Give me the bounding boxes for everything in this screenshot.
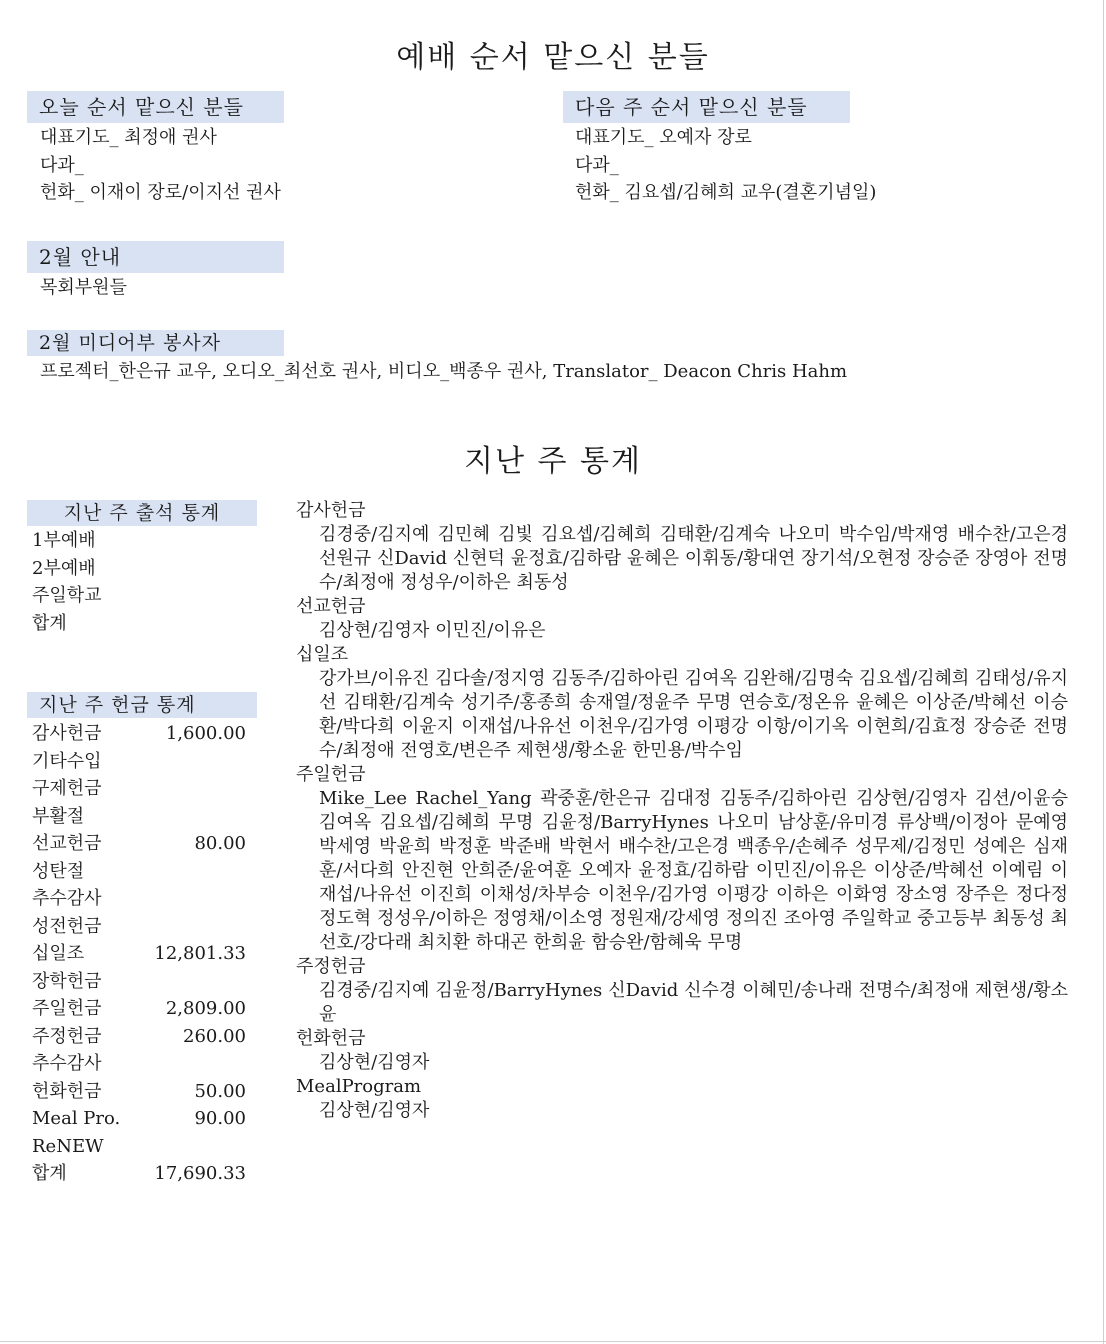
offering-category: 십일조 [296, 644, 349, 665]
offering-stat-row [32, 1105, 246, 1133]
attendance-row: 2부예배 [32, 557, 96, 579]
next-week-role-line: 헌화_ 김요셉/김혜희 교우(결혼기념일) [575, 182, 877, 203]
february-notice-header: 2월 안내 [27, 241, 284, 273]
offering-stat-row [32, 1023, 246, 1051]
offering-stat-label: 성전헌금 [32, 915, 102, 937]
offering-category: 헌화헌금 [296, 1028, 366, 1049]
offering-block [296, 955, 1068, 1027]
offering-stat-row [32, 940, 246, 968]
offering-stat-row [32, 1078, 246, 1106]
offering-category: 주일헌금 [296, 764, 366, 785]
offering-stat-row [32, 995, 246, 1023]
today-role-line: 대표기도_ 최정애 권사 [40, 127, 217, 148]
next-week-roles-list [575, 124, 876, 207]
offering-block [296, 643, 1068, 763]
offering-stat-label: 십일조 [32, 943, 85, 964]
next-week-roles-header: 다음 주 순서 맡으신 분들 [563, 91, 850, 123]
offering-stat-row [32, 885, 246, 913]
offering-donor-names: 김상현/김영자 [319, 1052, 430, 1073]
offering-category: 선교헌금 [296, 596, 366, 617]
attendance-row: 합계 [32, 612, 67, 634]
offering-stat-label: 주일헌금 [32, 998, 102, 1019]
media-volunteers-line: 프로젝터_한은규 교우, 오디오_최선호 권사, 비디오_백종우 권사, Translator_ Deacon Chris Hahm [40, 361, 848, 382]
offering-stat-label: ReNEW [32, 1135, 104, 1157]
offering-stat-row [32, 913, 246, 941]
offering-stat-label: 구제헌금 [32, 778, 102, 799]
offering-stat-amount: 260.00 [183, 1025, 246, 1047]
offering-block [296, 1075, 1068, 1123]
stats-title: 지난 주 통계 [464, 444, 642, 479]
offering-stat-label: 기타수입 [32, 750, 102, 772]
today-roles-list [40, 124, 281, 207]
offering-donor-names: 김경중/김지예 김민혜 김빛 김요셉/김혜희 김태환/김계숙 나오미 박수임/박재영 배수찬/고은경 선원규 신David 신현덕 윤정효/김하람 윤혜은 이휘동/황대연 장기석/오현정 장승준 장영아 전명수/최정애 정성우/이하은 최동성 [319, 524, 1068, 593]
offering-block [296, 1027, 1068, 1075]
offering-block [296, 595, 1068, 643]
february-notice-text [40, 274, 127, 302]
offering-stat-label: 합계 [32, 1163, 67, 1184]
offering-stat-amount: 90.00 [194, 1108, 246, 1129]
offering-stat-row [32, 1133, 246, 1161]
offering-stat-row [32, 1160, 246, 1188]
offering-stat-label: 부활절 [32, 805, 85, 827]
offering-donor-names: 강가브/이유진 김다솔/정지영 김동주/김하아린 김여옥 김완해/김명숙 김요셉/김혜희 김태성/유지선 김태환/김계숙 성기주/홍종희 송재열/정윤주 무명 연승호/정온유 윤혜은 이상준/박혜선 이승환/박다희 이윤지 이재섭/나유선 이천우/김가영 이평강 이항/이기옥 이현희/김효정 장승준 전명수/최정애 전영호/변은주 제현생/황소윤 한민용/박수임 [319, 668, 1068, 761]
offering-category: 감사헌금 [296, 500, 366, 521]
offering-category: 주정헌금 [296, 956, 366, 977]
offering-stats-header: 지난 주 헌금 통계 [27, 692, 257, 718]
offering-stat-amount: 80.00 [194, 833, 246, 854]
offering-stat-label: 추수감사 [32, 1053, 102, 1074]
offering-stat-label: 성탄절 [32, 860, 85, 882]
offering-stat-row [32, 1050, 246, 1078]
offering-stat-label: 헌화헌금 [32, 1080, 102, 1102]
offering-stat-row [32, 775, 246, 803]
offering-donor-names: 김경중/김지예 김윤정/BarryHynes 신David 신수경 이혜민/송나래 전명수/최정애 제현생/황소윤 [319, 980, 1068, 1025]
next-week-role-line: 대표기도_ 오예자 장로 [575, 127, 752, 148]
offering-stat-label: 선교헌금 [32, 833, 102, 854]
worship-roles-title: 예배 순서 맡으신 분들 [396, 40, 710, 75]
page-border [1103, 0, 1104, 1344]
next-week-role-line: 다과_ [575, 154, 619, 176]
offering-stat-label: 주정헌금 [32, 1025, 102, 1047]
offering-name-lists [296, 499, 1068, 1123]
today-role-line: 헌화_ 이재이 장로/이지선 권사 [40, 182, 281, 203]
media-volunteers-header: 2월 미디어부 봉사자 [27, 330, 284, 356]
offering-stat-amount: 17,690.33 [154, 1163, 246, 1184]
offering-stats-table [32, 720, 246, 1188]
offering-stat-label: Meal Pro. [32, 1108, 121, 1129]
attendance-row: 1부예배 [32, 530, 96, 551]
today-role-line: 다과_ [40, 154, 84, 176]
offering-donor-names: 김상현/김영자 이민진/이유은 [319, 620, 546, 641]
february-notice-line: 목회부원들 [40, 277, 127, 298]
offering-stat-row [32, 803, 246, 831]
today-roles-header: 오늘 순서 맡으신 분들 [27, 91, 284, 123]
offering-stat-row [32, 748, 246, 776]
offering-block [296, 499, 1068, 595]
offering-stat-label: 추수감사 [32, 888, 102, 909]
offering-stat-row [32, 968, 246, 996]
offering-stat-label: 장학헌금 [32, 970, 102, 992]
offering-stat-amount: 1,600.00 [165, 723, 246, 744]
attendance-stats-list [32, 527, 102, 637]
offering-stat-amount: 50.00 [194, 1080, 246, 1102]
offering-donor-names: Mike_Lee Rachel_Yang 곽중훈/한은규 김대정 김동주/김하아린 김상현/김영자 김션/이윤승 김여옥 김요셉/김혜희 무명 김윤정/BarryHynes 나오미 남상훈/유미경 류상백/이정아 문예영 박세영 박윤희 박정훈 박준배 박현서 배수찬/고은경 백종우/손혜주 성무제/김정민 성예은 심재훈/서다희 안진현 안희준/윤여훈 오예자 윤정효/김하람 이민진/이유은 이상준/박혜선 이예림 이재섭/나유선 이진희 이채성/차부승 이천우/김가영 이평강 이하은 이화영 장소영 장주은 정다정 정도혁 정성우/이하은 정영채/이소영 정원재/강세영 정의진 조아영 주일학교 중고등부 최동성 최선호/강다래 최치환 하대곤 한희윤 함승완/함혜욱 무명 [319, 788, 1068, 953]
offering-block [296, 763, 1068, 955]
offering-stat-row [32, 720, 246, 748]
offering-stat-amount: 2,809.00 [165, 998, 246, 1019]
attendance-stats-header: 지난 주 출석 통계 [27, 500, 257, 526]
offering-category: MealProgram [296, 1076, 422, 1097]
offering-stat-row [32, 830, 246, 858]
media-volunteers-text [40, 358, 847, 386]
offering-stat-label: 감사헌금 [32, 723, 102, 744]
offering-donor-names: 김상현/김영자 [319, 1100, 430, 1121]
offering-stat-amount: 12,801.33 [154, 943, 246, 964]
page-border [0, 1341, 1106, 1342]
offering-stat-row [32, 858, 246, 886]
attendance-row: 주일학교 [32, 585, 102, 606]
